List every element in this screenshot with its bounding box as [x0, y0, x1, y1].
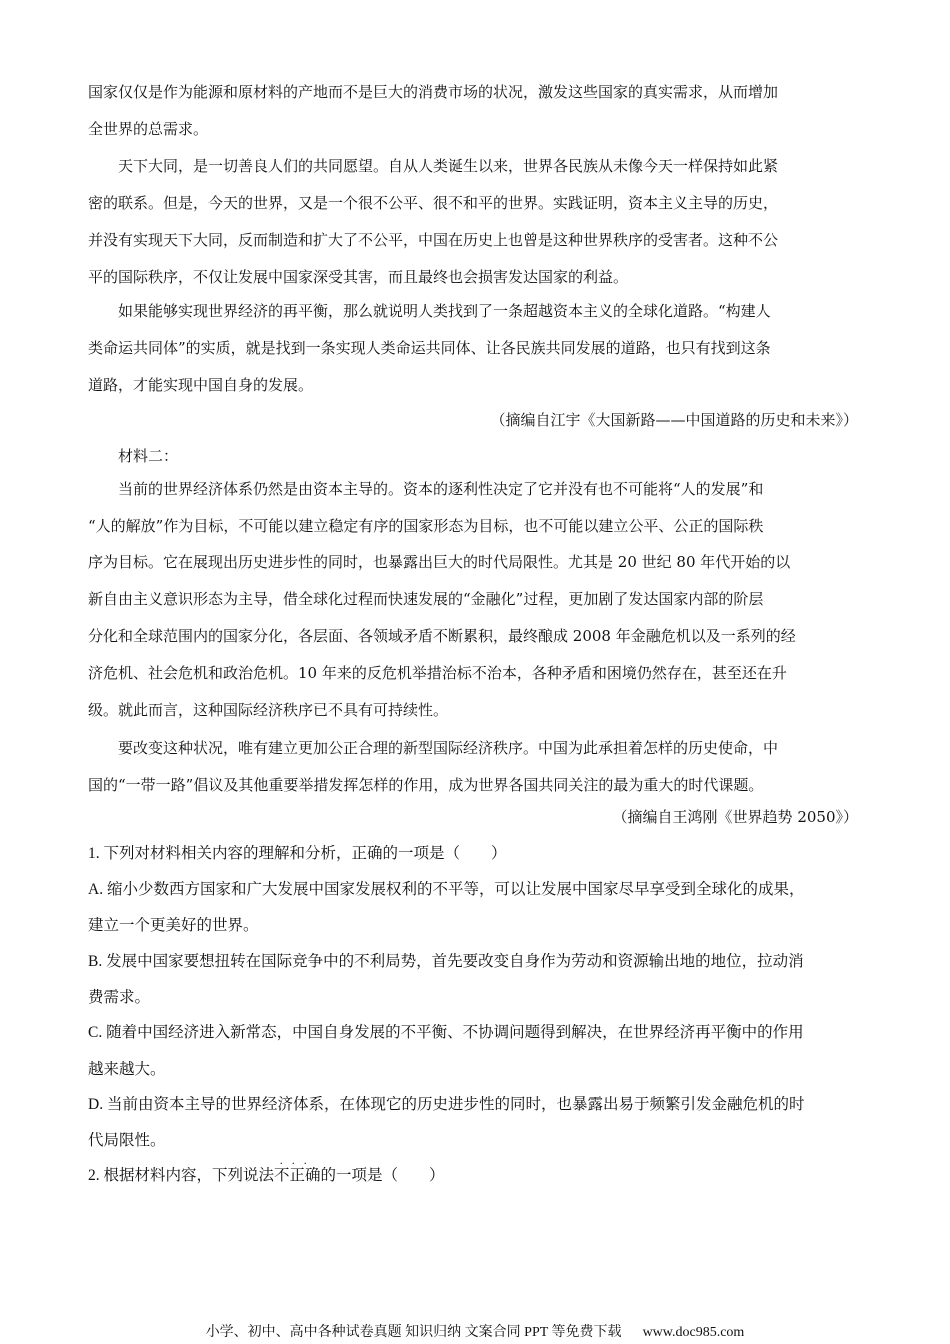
passage-line: 并没有实现天下大同，反而制造和扩大了不公平，中国在历史上也曾是这种世界秩序的受害者。这种不公: [88, 231, 779, 249]
footer-url[interactable]: www.doc985.com: [642, 1325, 745, 1340]
passage-line: 平的国际秩序，不仅让发展中国家深受其害，而且最终也会损害发达国家的利益。: [88, 268, 629, 286]
emphasis-dots: ···: [279, 1156, 316, 1170]
passage-line: 济危机、社会危机和政治危机。10 年来的反危机举措治标不治本，各种矛盾和困境仍然存在，甚至还在升: [88, 664, 787, 682]
source-citation-2: （摘编自王鸿刚《世界趋势 2050》）: [612, 808, 858, 826]
question-2-stem: [88, 1156, 445, 1186]
option-a-line: A. 缩小少数西方国家和广大发展中国家发展权利的不平等，可以让发展中国家尽早享受到全球化的成果，: [88, 881, 805, 898]
emphasis-not-correct: [274, 1156, 321, 1184]
passage-line: 全世界的总需求。: [88, 120, 209, 138]
option-d-line: 代局限性。: [88, 1132, 166, 1149]
question-1-stem: 1. 下列对材料相关内容的理解和分析，正确的一项是（ ）: [88, 845, 507, 862]
passage-line: 新自由主义意识形态为主导，借全球化过程而快速发展的“金融化”过程，更加剧了发达国家内部的阶层: [88, 590, 764, 608]
footer-text: 小学、初中、高中各种试卷真题 知识归纳 文案合同 PPT 等免费下载: [205, 1325, 622, 1340]
passage-line: 天下大同，是一切善良人们的共同愿望。自从人类诞生以来，世界各民族从未像今天一样保持如此紧: [118, 157, 779, 175]
emphasis-text: 不正确: [274, 1167, 321, 1184]
material-two-label: 材料二：: [118, 447, 179, 465]
passage-line: 国家仅仅是作为能源和原材料的产地而不是巨大的消费市场的状况，激发这些国家的真实需求，从而增加: [88, 83, 779, 101]
source-citation-1: （摘编自江宇《大国新路——中国道路的历史和未来》）: [490, 411, 858, 429]
option-a-line: 建立一个更美好的世界。: [88, 917, 259, 934]
page-footer: [0, 1324, 950, 1342]
passage-line: 当前的世界经济体系仍然是由资本主导的。资本的逐利性决定了它并没有也不可能将“人的发展”和: [118, 480, 764, 498]
passage-line: 密的联系。但是，今天的世界，又是一个很不公平、很不和平的世界。实践证明，资本主义主导的历史，: [88, 194, 779, 212]
passage-line: 要改变这种状况，唯有建立更加公正合理的新型国际经济秩序。中国为此承担着怎样的历史使命，中: [118, 739, 779, 757]
passage-line: 类命运共同体”的实质，就是找到一条实现人类命运共同体、让各民族共同发展的道路，也只有找到这条: [88, 339, 771, 357]
question-2-stem-start: 2. 根据材料内容，下列说法: [88, 1167, 275, 1184]
option-c-line: C. 随着中国经济进入新常态，中国自身发展的不平衡、不协调问题得到解决，在世界经济再平衡中的作用: [88, 1024, 804, 1041]
question-2-stem-end: 的一项是（ ）: [320, 1167, 445, 1184]
passage-line: 国的“一带一路”倡议及其他重要举措发挥怎样的作用，成为世界各国共同关注的最为重大的时代课题。: [88, 776, 764, 794]
option-c-line: 越来越大。: [88, 1061, 166, 1078]
passage-line: 级。就此而言，这种国际经济秩序已不具有可持续性。: [88, 701, 449, 719]
passage-line: 分化和全球范围内的国家分化，各层面、各领域矛盾不断累积，最终酿成 2008 年金融危机以及一系列的经: [88, 627, 796, 645]
option-d-line: D. 当前由资本主导的世界经济体系，在体现它的历史进步性的同时，也暴露出易于频繁引发金融危机的时: [88, 1096, 805, 1113]
option-b-line: B. 发展中国家要想扭转在国际竞争中的不利局势，首先要改变自身作为劳动和资源输出地的地位，拉动消: [88, 953, 804, 970]
passage-line: 如果能够实现世界经济的再平衡，那么就说明人类找到了一条超越资本主义的全球化道路。“构建人: [118, 302, 771, 320]
passage-line: 道路，才能实现中国自身的发展。: [88, 376, 314, 394]
passage-line: “人的解放”作为目标，不可能以建立稳定有序的国家形态为目标，也不可能以建立公平、公正的国际秩: [88, 517, 764, 535]
passage-line: 序为目标。它在展现出历史进步性的同时，也暴露出巨大的时代局限性。尤其是 20 世纪 80 年代开始的以: [88, 553, 791, 571]
option-b-line: 费需求。: [88, 989, 151, 1006]
